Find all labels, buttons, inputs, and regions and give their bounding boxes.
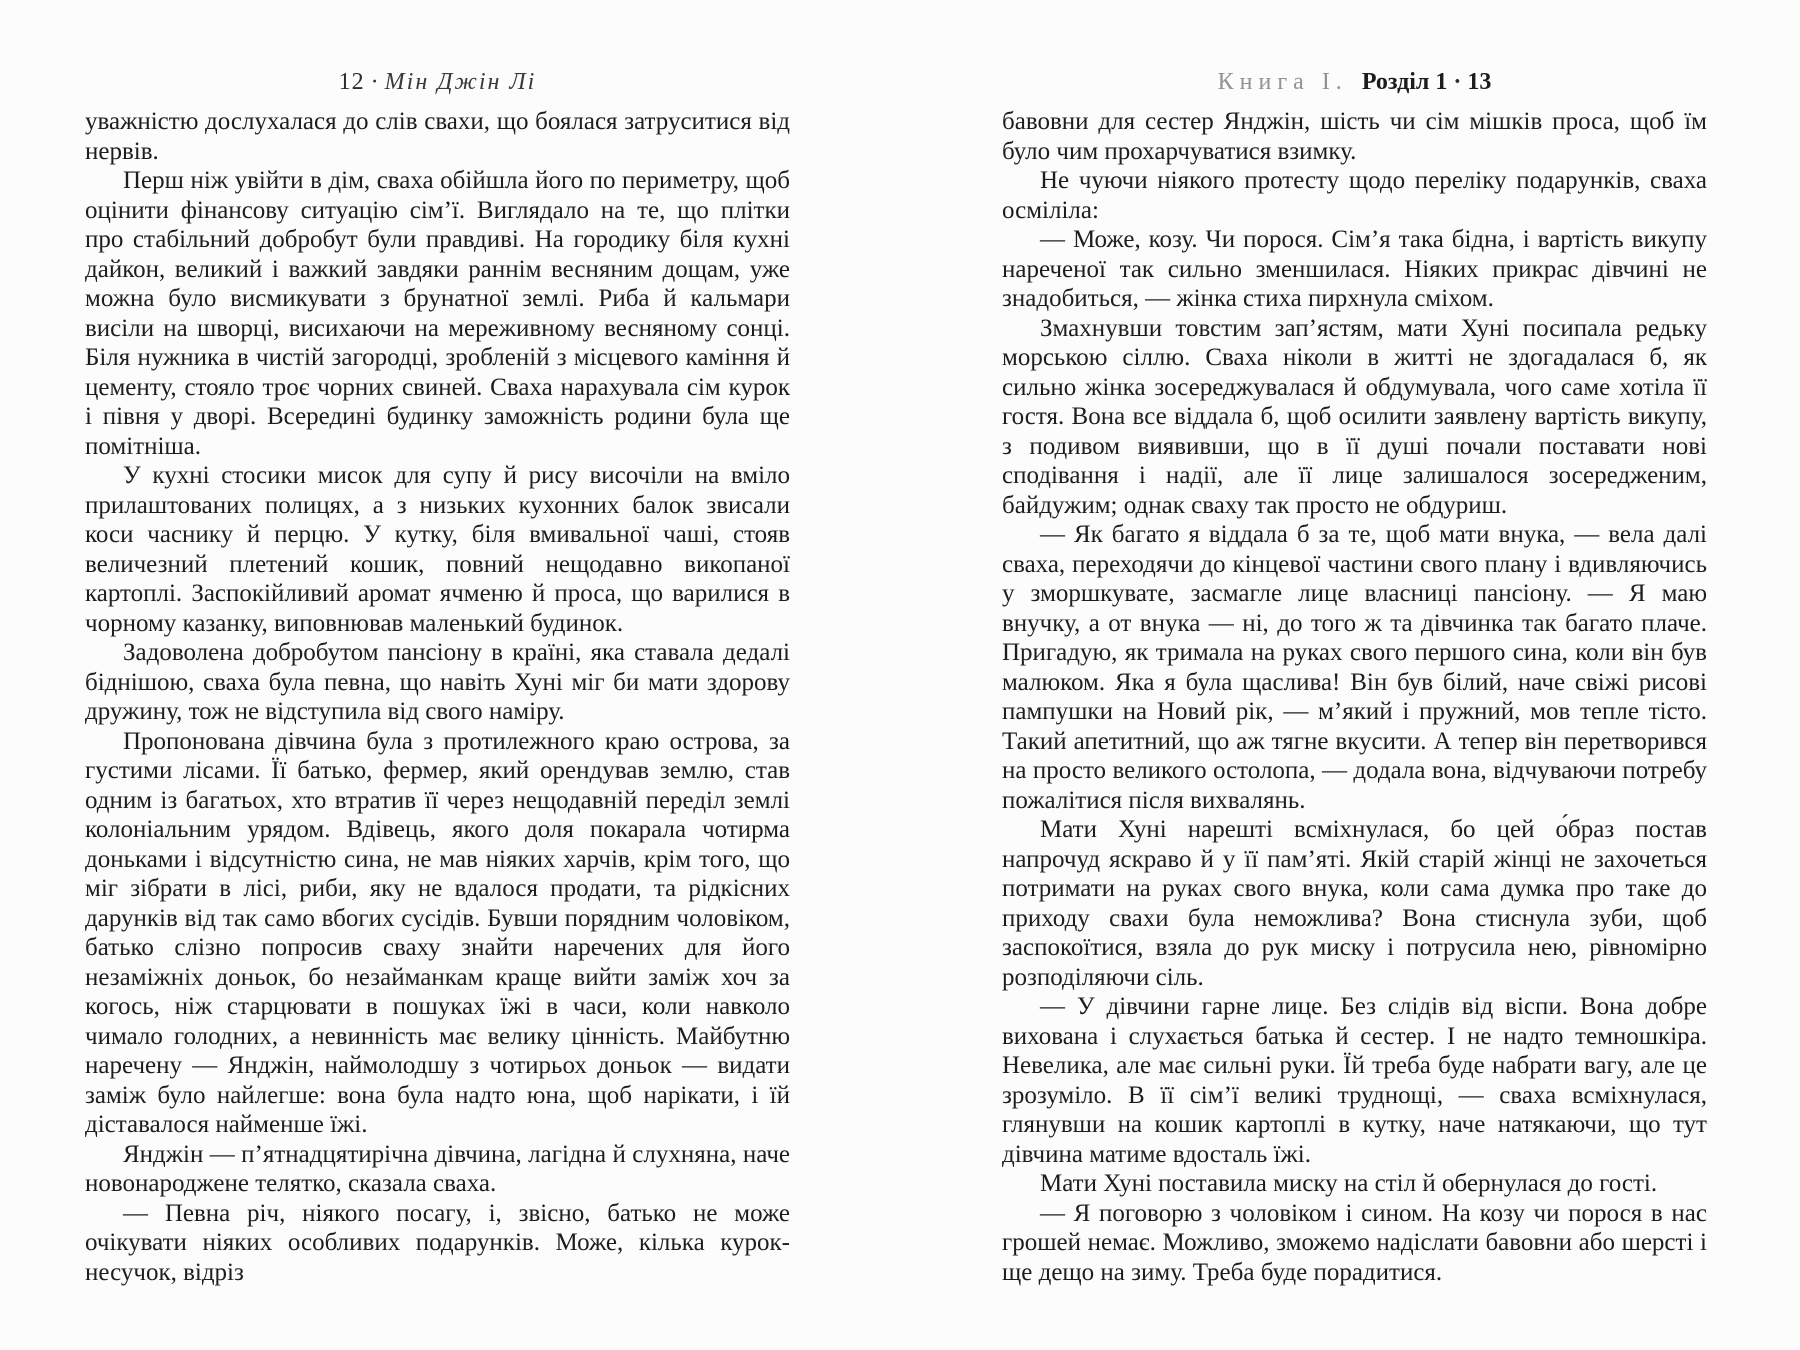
paragraph: Задоволена добробутом пансіону в країні, яка ставала дедалі біднішою, сваха була певна, що навіть Хуні міг би мати здорову дружину, тож не відступила від свого наміру. — [85, 639, 790, 725]
paragraph: Янджін — п’ятнадцятирічна дівчина, лагідна й слухняна, наче новонароджене телятко, сказала сваха. — [85, 1140, 790, 1197]
paragraph: У кухні стосики мисок для супу й рису височіли на вміло прилаштованих полицях, а з низьких кухонних балок звисали коси часнику й перцю. У кутку, біля вмивальної чаші, стояв величезний плетений кошик, повний нещодавно викопаної картоплі. Заспокійливий аромат ячменю й проса, що варилися в чорному казанку, виповнював маленький будинок. — [85, 462, 790, 637]
paragraph: Не чуючи ніякого протесту щодо переліку подарунків, сваха осміліла: — [1002, 167, 1707, 224]
paragraph: Мати Хуні нарешті всміхнулася, бо цей о́браз постав напрочуд яскраво й у її пам’яті. Якій старій жінці не захочеться потримати на руках свого внука, коли сама думка про таке до приходу свахи була неможлива? Вона стиснула зуби, щоб заспокоїтися, взяла до рук миску і потрусила нею, рівномірно розподіляючи сіль. — [1002, 816, 1707, 991]
page-right-body — [1002, 107, 1707, 1287]
paragraph: уважністю дослухалася до слів свахи, що боялася затруситися від нервів. — [85, 108, 790, 165]
chapter-name: Розділ 1 — [1361, 69, 1448, 95]
header-separator-dot: · — [370, 69, 379, 95]
page-number-right: 13 — [1467, 69, 1492, 95]
paragraph: — Я поговорю з чоловіком і сином. На козу чи порося в нас грошей немає. Можливо, зможемо надіслати бавовни або шерсті і ще дещо на зиму. Треба буде порадитися. — [1002, 1199, 1707, 1286]
page-number-left: 12 — [338, 69, 365, 95]
running-header-right — [1002, 68, 1707, 96]
author-name: Мін Джін Лі — [384, 69, 537, 95]
paragraph: — Як багато я віддала б за те, щоб мати внука, — вела далі сваха, переходячи до кінцевої частини свого плану і вдивляючись у зморшкувате, засмагле лице власниці пансіону. — Я маю внучку, а от внука — ні, до того ж та дівчинка так багато плаче. Пригадую, як тримала на руках свого першого сина, коли він був малюком. Яка я була щаслива! Він був білий, наче свіжі рисові пампушки на Новий рік, — м’який і пружний, мов тепле тісто. Такий апетитний, що аж тягне вкусити. А тепер він перетворився на просто великого остолопа, — додала вона, відчуваючи потребу пожалітися після вихвалянь. — [1002, 521, 1707, 814]
page-right — [1002, 0, 1707, 1350]
chapter-label — [1362, 69, 1492, 95]
paragraph: Пропонована дівчина була з протилежного краю острова, за густими лісами. Її батько, фермер, який орендував землю, став одним із багатьох, хто втратив її через нещодавній переділ землі колоніальним урядом. Вдівець, якого доля покарала чотирма доньками і відсутністю сина, не мав ніяких харчів, крім того, що міг зібрати в лісі, риби, яку не вдалося продати, та рідкісних дарунків від так само вбогих сусідів. Бувши порядним чоловіком, батько слізно попросив сваху знайти наречених для його незаміжніх доньок, бо незайманкам краще вийти заміж хоч за когось, ніж старцювати в пошуках їжі в часи, коли навколо чимало голодних, а невинність має велику цінність. Майбутню наречену — Янджін, наймолодшу з чотирьох доньок — видати заміж було найлегше: вона була надто юна, щоб нарікати, і їй діставалося найменше їжі. — [85, 727, 790, 1138]
book-label: Книга I. — [1217, 69, 1348, 95]
page-left — [85, 0, 790, 1350]
header-separator-dot: · — [1453, 69, 1462, 95]
paragraph: — У дівчини гарне лице. Без слідів від віспи. Вона добре вихована і слухається батька й сестер. І не надто темношкіра. Невелика, але має сильні руки. Їй треба буде набрати вагу, але це зрозуміло. В її сім’ї великі труднощі, — сваха всміхнулася, глянувши на кошик картоплі в кутку, наче натякаючи, що тут дівчина матиме вдосталь їжі. — [1002, 993, 1707, 1168]
paragraph: бавовни для сестер Янджін, шість чи сім мішків проса, щоб їм було чим прохарчуватися взимку. — [1002, 108, 1707, 165]
page-left-body — [85, 107, 790, 1287]
running-header-left — [85, 68, 790, 96]
paragraph: — Може, козу. Чи порося. Сім’я така бідна, і вартість викупу нареченої так сильно зменшилася. Ніяких прикрас дівчині не знадобиться, — жінка стиха пирхнула сміхом. — [1002, 226, 1707, 312]
paragraph: — Певна річ, ніякого посагу, і, звісно, батько не може очікувати ніяких особливих подарунків. Може, кілька курок-несучок, відріз — [85, 1199, 790, 1286]
paragraph: Мати Хуні поставила миску на стіл й обернулася до гості. — [1040, 1170, 1658, 1197]
paragraph: Змахнувши товстим зап’ястям, мати Хуні посипала редьку морською сіллю. Сваха ніколи в житті не здогадалася б, як сильно жінка зосереджувалася й обдумувала, чого саме хотіла її гостя. Вона все віддала б, щоб осилити заявлену вартість викупу, з подивом виявивши, що в її душі почали поставати нові сподівання і надії, але її лице залишалося зосередженим, байдужим; однак сваху так просто не обдуриш. — [1002, 314, 1707, 519]
paragraph: Перш ніж увійти в дім, сваха обійшла його по периметру, щоб оцінити фінансову ситуацію сім’ї. Виглядало на те, що плітки про стабільний добробут були правдиві. На городику біля кухні дайкон, великий і важкий завдяки раннім весняним дощам, уже можна було висмикувати з брунатної землі. Риба й кальмари висіли на шворці, висихаючи на мереживному весняному сонці. Біля нужника в чистій загородці, зробленій з місцевого каміння й цементу, стояло троє чорних свиней. Сваха нарахувала сім курок і півня у дворі. Всередині будинку заможність родини була ще помітніша. — [85, 167, 790, 460]
